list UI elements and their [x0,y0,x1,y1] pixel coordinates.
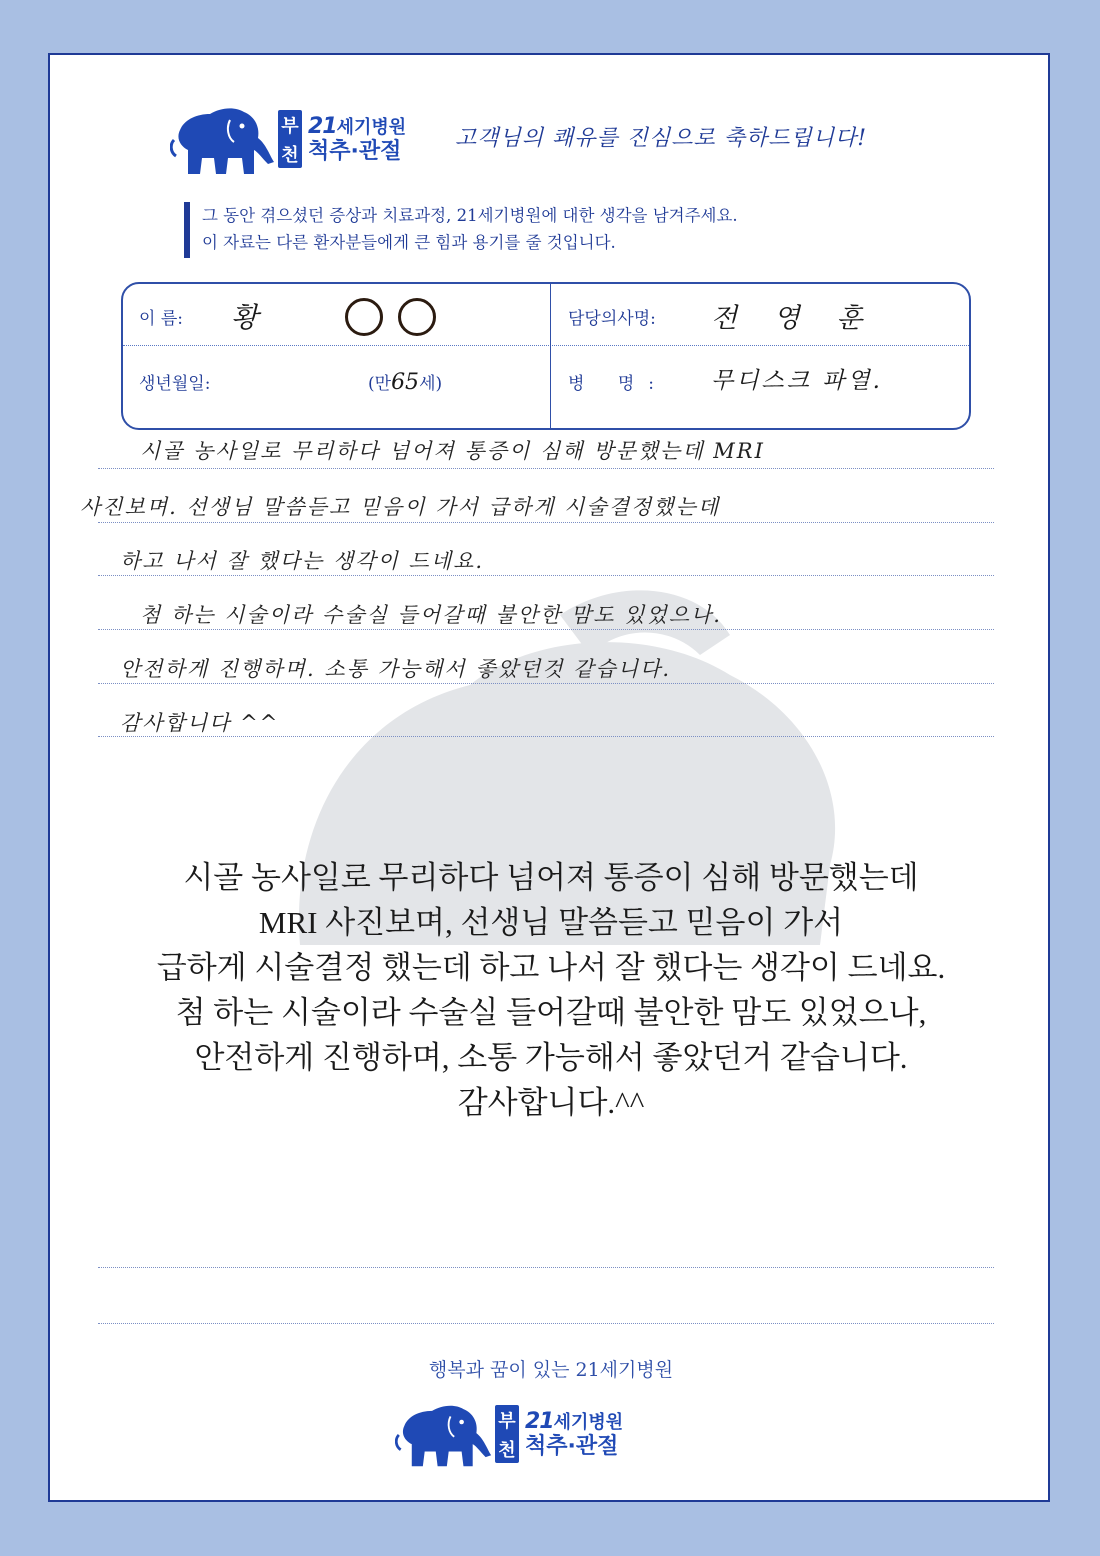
age-field: (만65세) [368,370,443,395]
diagnosis-label: 병 명: [568,374,668,394]
ruled-line [98,629,994,630]
brand-name: 21세기병원 척추·관절 [308,113,407,164]
ruled-line [98,522,994,523]
doctor-label: 담당의사명: [568,309,656,329]
location-badge: 부 천 [495,1405,519,1463]
typed-line: 급하게 시술결정 했는데 하고 나서 잘 했다는 생각이 드네요. [156,950,946,985]
brand-name: 21세기병원 척추·관절 [525,1408,624,1459]
typed-transcription [50,855,1050,1125]
ruled-line [98,683,994,684]
header-slogan: 고객님의 쾌유를 진심으로 축하드립니다! [455,126,868,151]
anonymized-circle [345,298,383,336]
notice-bar [184,202,190,258]
age-value: 65 [391,370,420,395]
handwritten-line: 첨 하는 시술이라 수술실 들어갈때 불안한 맘도 있었으나. [140,603,722,627]
patient-info-box [121,282,971,430]
elephant-logo-icon [395,1398,495,1470]
name-value: 황 [231,301,259,334]
footer-slogan: 행복과 꿈이 있는 21세기병원 [428,1359,674,1381]
ruled-line [98,468,994,469]
ruled-line [98,1323,994,1324]
handwritten-line: 시골 농사일로 무리하다 넘어져 통증이 심해 방문했는데 MRI [140,439,765,463]
elephant-logo-icon [170,100,278,178]
typed-line: 감사합니다.^^ [457,1085,645,1120]
footer-hospital-logo [395,1398,623,1470]
name-label: 이 름: [139,309,183,329]
handwritten-line: 사진보며. 선생님 말씀듣고 믿음이 가서 급하게 시술결정했는데 [80,495,721,519]
ruled-line [98,1267,994,1268]
location-badge: 부 천 [278,110,302,168]
handwritten-line: 하고 나서 잘 했다는 생각이 드네요. [120,549,485,573]
typed-line: MRI 사진보며, 선생님 말씀듣고 믿음이 가서 [258,905,844,940]
doctor-value: 전 영 훈 [711,303,877,334]
typed-line: 안전하게 진행하며, 소통 가능해서 좋았던거 같습니다. [194,1040,908,1075]
handwritten-line: 감사합니다 ^^ [120,711,280,735]
testimonial-sheet [48,53,1050,1502]
birth-label: 생년월일: [139,374,211,394]
anonymized-circle [398,298,436,336]
notice-text: 그 동안 겪으셨던 증상과 치료과정, 21세기병원에 대한 생각을 남겨주세요. 이 자료는 다른 환자분들에게 큰 힘과 용기를 줄 것입니다. [202,206,738,252]
diagnosis-value: 무디스크 파열. [711,368,883,394]
hospital-logo [170,100,406,178]
ruled-line [98,575,994,576]
handwritten-line: 안전하게 진행하며. 소통 가능해서 좋았던것 같습니다. [120,657,672,681]
typed-line: 시골 농사일로 무리하다 넘어져 통증이 심해 방문했는데 [183,860,919,895]
typed-line: 첨 하는 시술이라 수술실 들어갈때 불안한 맘도 있었으나, [175,995,927,1030]
